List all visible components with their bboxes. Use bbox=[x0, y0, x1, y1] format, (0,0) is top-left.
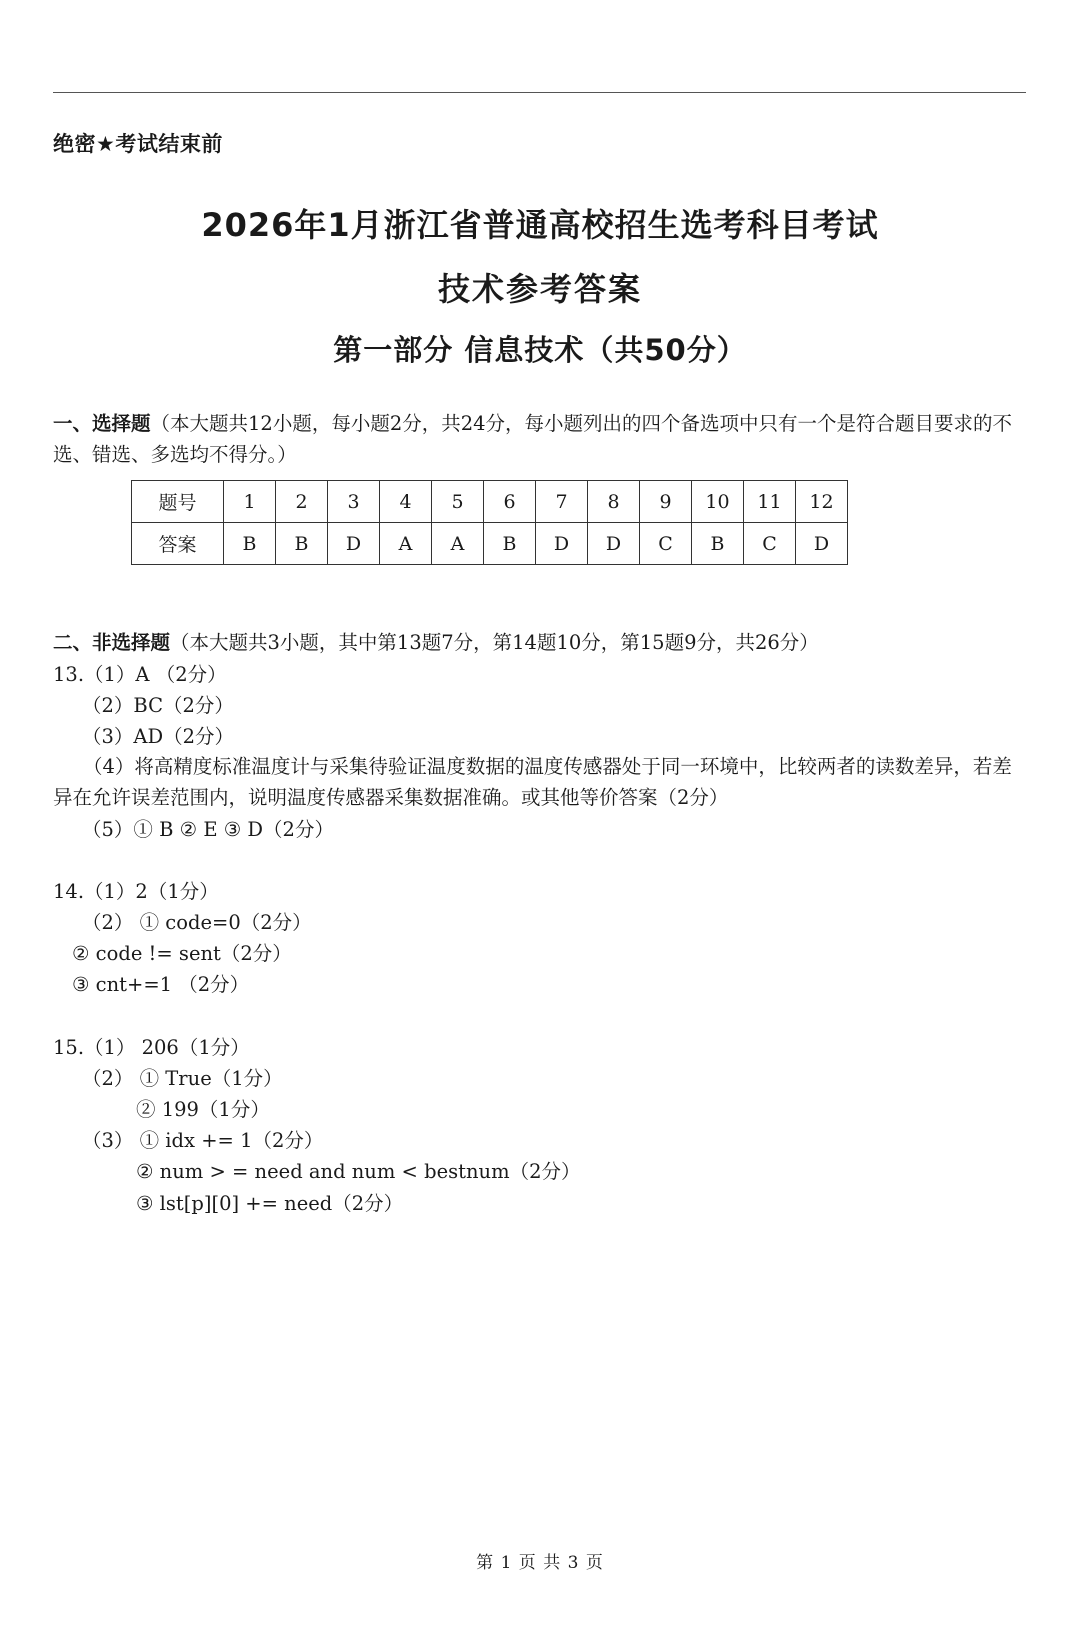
q15-part3-2: ② num > = need and num < bestnum（2分） bbox=[136, 1160, 581, 1183]
table-cell: B bbox=[692, 523, 744, 565]
table-cell: 1 bbox=[224, 481, 276, 523]
section2-desc: （本大题共3小题，其中第13题7分，第14题10分，第15题9分，共26分） bbox=[170, 631, 819, 654]
section1-label: 一、选择题 bbox=[53, 412, 151, 435]
page-footer: 第 1 页 共 3 页 bbox=[476, 1553, 604, 1573]
top-rule bbox=[53, 92, 1026, 93]
table-row-answers bbox=[132, 523, 848, 565]
table-cell: D bbox=[588, 523, 640, 565]
table-cell: 6 bbox=[484, 481, 536, 523]
table-cell: 10 bbox=[692, 481, 744, 523]
row-header-question: 题号 bbox=[132, 481, 224, 523]
table-cell: A bbox=[432, 523, 484, 565]
exam-title: 2026年1月浙江省普通高校招生选考科目考试 bbox=[201, 206, 879, 244]
table-cell: C bbox=[640, 523, 692, 565]
table-cell: 12 bbox=[796, 481, 848, 523]
table-cell: 5 bbox=[432, 481, 484, 523]
q14-part2: （2） ① code=0（2分） bbox=[82, 911, 312, 934]
confidential-label: 绝密★考试结束前 bbox=[53, 132, 223, 156]
table-cell: 9 bbox=[640, 481, 692, 523]
q15-part3-3: ③ lst[p][0] += need（2分） bbox=[136, 1192, 404, 1215]
section2-heading bbox=[53, 627, 1028, 658]
table-cell: 3 bbox=[328, 481, 380, 523]
table-cell: C bbox=[744, 523, 796, 565]
table-cell: 7 bbox=[536, 481, 588, 523]
q14-part1: 14.（1）2（1分） bbox=[53, 880, 219, 903]
q15-part3: （3） ① idx += 1（2分） bbox=[82, 1129, 324, 1152]
table-cell: 11 bbox=[744, 481, 796, 523]
table-cell: A bbox=[380, 523, 432, 565]
q13-part5: （5）① B ② E ③ D（2分） bbox=[82, 818, 334, 841]
table-cell: D bbox=[536, 523, 588, 565]
q15-part1: 15.（1） 206（1分） bbox=[53, 1036, 250, 1059]
table-cell: 4 bbox=[380, 481, 432, 523]
q13-part1: 13.（1）A （2分） bbox=[53, 663, 227, 686]
table-cell: B bbox=[484, 523, 536, 565]
table-cell: D bbox=[328, 523, 380, 565]
section2-label: 二、非选择题 bbox=[53, 631, 171, 654]
table-cell: 8 bbox=[588, 481, 640, 523]
section1-desc: （本大题共12小题，每小题2分，共24分，每小题列出的四个备选项中只有一个是符合题目要求的不选、错选、多选均不得分。） bbox=[53, 412, 1013, 466]
part-title: 第一部分 信息技术（共50分） bbox=[333, 333, 747, 367]
table-cell: D bbox=[796, 523, 848, 565]
answer-table bbox=[131, 480, 848, 565]
table-row-questions bbox=[132, 481, 848, 523]
q14-part4: ③ cnt+=1 （2分） bbox=[72, 973, 250, 996]
q15-part2-2: ② 199（1分） bbox=[136, 1098, 270, 1121]
table-cell: B bbox=[224, 523, 276, 565]
answer-title: 技术参考答案 bbox=[437, 270, 642, 308]
row-header-answer: 答案 bbox=[132, 523, 224, 565]
q14-part3: ② code != sent（2分） bbox=[72, 942, 292, 965]
table-cell: 2 bbox=[276, 481, 328, 523]
q13-part3: （3）AD（2分） bbox=[82, 725, 235, 748]
table-cell: B bbox=[276, 523, 328, 565]
section1-heading bbox=[53, 408, 1028, 470]
q13-part2: （2）BC（2分） bbox=[82, 694, 234, 717]
q13-part4: （4）将高精度标准温度计与采集待验证温度数据的温度传感器处于同一环境中，比较两者的读数差异，若差异在允许误差范围内，说明温度传感器采集数据准确。或其他等价答案（2分） bbox=[53, 755, 1012, 809]
q15-part2: （2） ① True（1分） bbox=[82, 1067, 283, 1090]
